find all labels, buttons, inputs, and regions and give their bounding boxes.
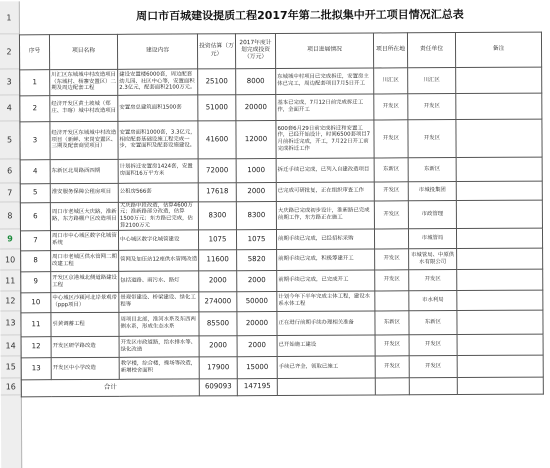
cell-progress: 拆迁手续已完成，已列入自建改造项目	[276, 157, 374, 182]
cell-investment: 41600	[198, 120, 236, 158]
row-number: 13	[0, 311, 20, 335]
cell-investment: 51000	[198, 94, 236, 120]
cell-content: 计划拆迁安置房1424套，安置房面积16万平方米	[118, 158, 198, 182]
total-empty	[375, 377, 409, 394]
cell-investment-2017: 1000	[236, 158, 276, 182]
cell-seq: 9	[21, 271, 51, 292]
cell-owner: 市城管局	[408, 228, 456, 248]
cell-investment-2017: 1075	[236, 229, 276, 249]
row-number: 6	[0, 159, 20, 183]
cell-owner: 市城管局、中原供水有限公司	[409, 248, 457, 269]
cell-investment-2017: 2000	[237, 335, 277, 356]
cell-owner: 市水利局	[409, 290, 457, 310]
cell-content: 教学楼，综合楼，操场等改造，新增校舍面积	[119, 356, 199, 378]
cell-progress: 前期手续已完成，已经招标采购	[276, 228, 374, 249]
cell-location: 开发区	[374, 200, 408, 228]
cell-note	[457, 310, 543, 334]
cell-owner: 市政管理	[408, 200, 456, 228]
cell-progress: 已开始施工建设	[277, 334, 375, 356]
cell-location: 川汇区	[374, 67, 408, 93]
cell-project-name: 东新区北周路西四期	[50, 159, 118, 183]
cell-content: 中心城区数字化城管建设	[118, 229, 198, 249]
cell-location: 开发区	[374, 119, 408, 157]
cell-location: 开发区	[374, 181, 408, 200]
cell-seq: 7	[20, 230, 50, 250]
cell-investment-2017: 20000	[236, 94, 276, 120]
row-number: 10	[0, 249, 20, 270]
cell-seq: 3	[20, 121, 50, 159]
cell-content: 安置房总建筑面积1500套	[118, 94, 198, 120]
total-empty	[457, 377, 543, 394]
cell-location: 东新区	[375, 310, 409, 334]
cell-investment: 2000	[199, 270, 237, 291]
cell-project-name: 开发区研学路改造	[51, 336, 119, 357]
cell-seq: 4	[20, 159, 50, 183]
cell-progress: 前期手续已完成，已完成开工	[277, 269, 375, 291]
column-header-progress: 项目进展情况	[275, 32, 373, 68]
row-number: 11	[0, 270, 20, 291]
cell-investment: 25100	[198, 68, 236, 94]
row-number: 9	[0, 229, 20, 249]
cell-note	[457, 248, 543, 269]
cell-content: 安置房面积1000套，3.3亿元，相应配套基础设施工程完成一步，安置面积及配套设施建设。	[118, 120, 198, 158]
cell-location: 东新区	[374, 157, 408, 181]
cell-progress: 东城城中村项目已完成拆迁，安置房主体已完工，周边配套项目7月5日开工	[276, 67, 374, 94]
cell-location	[374, 228, 408, 248]
cell-owner: 东新区	[408, 157, 456, 181]
cell-note	[456, 67, 542, 93]
total-investment: 609093	[199, 378, 237, 395]
cell-investment-2017: 8000	[236, 68, 276, 94]
column-header-seq: 序号	[19, 34, 49, 69]
cell-project-name: 周口市中心城区数字化城管系统	[50, 230, 118, 250]
cell-progress: 大庆路已完成初步设计，淮新路已完成前期工作，东方路正在施工	[276, 200, 374, 229]
cell-content: 大庆路中段改造，估算4600万元；淮新路部分改造，估算1500万元；东方路已完成，估算2100万元	[118, 201, 198, 229]
row-number: 14	[1, 335, 21, 356]
total-empty	[409, 377, 457, 394]
cell-investment-2017: 2000	[237, 270, 277, 291]
cell-owner: 开发区	[409, 355, 457, 377]
cell-investment-2017: 2000	[236, 182, 276, 201]
cell-owner: 开发区	[408, 93, 456, 119]
cell-project-name: 淮安服务保障公租房项目	[50, 183, 118, 202]
table-row	[21, 334, 543, 358]
total-label: 合计	[21, 378, 199, 396]
row-number: 5	[0, 121, 20, 159]
cell-investment-2017: 50000	[237, 291, 277, 311]
cell-project-name: 开发区中小学改造	[51, 357, 119, 379]
row-number: 1	[0, 1, 19, 34]
row-number: 8	[0, 202, 20, 229]
total-empty	[277, 377, 375, 395]
column-header-content: 建设内容	[117, 33, 197, 68]
header-row	[19, 32, 541, 70]
table-row	[21, 310, 543, 337]
cell-note	[456, 93, 542, 119]
cell-seq: 11	[21, 312, 51, 336]
cell-owner: 开发区	[409, 334, 457, 355]
cell-investment: 85500	[199, 311, 237, 335]
row-number: 12	[0, 291, 20, 311]
cell-investment: 274000	[199, 291, 237, 311]
total-row	[21, 377, 543, 397]
cell-location: 开发区	[375, 269, 409, 290]
cell-progress: 已完成可研批复，正在组织审查工作	[276, 181, 374, 201]
row-number: 3	[0, 69, 19, 95]
cell-seq: 5	[20, 183, 50, 202]
cell-seq: 1	[20, 69, 50, 95]
table-row	[21, 269, 543, 293]
cell-note	[456, 119, 542, 157]
sheet-title: 周口市百城建设提质工程2017年第二批拟集中开工项目情况汇总表	[136, 8, 464, 24]
cell-content: 公租房566套	[118, 182, 198, 201]
column-header-invest2017: 2017年度计划完成投资（万元）	[235, 33, 275, 68]
cell-content: 景观带建设、桥梁建设、绿化工程等	[119, 291, 199, 311]
cell-note	[456, 157, 542, 181]
project-summary-table	[19, 0, 544, 397]
row-number: 7	[0, 183, 20, 202]
cell-progress: 前期手续已完成，积极筹建开工	[277, 248, 375, 270]
cell-seq: 10	[21, 292, 51, 312]
cell-project-name: 周口市老城区大庆路，淮新路，东方路棚户区改造项目	[50, 202, 118, 230]
cell-project-name: 周口市老城区供水管网二期改建工程	[51, 250, 119, 271]
cell-content: 管网及加压站12座供水管网改造	[119, 249, 199, 270]
column-header-name: 项目名称	[49, 34, 117, 69]
title-row	[19, 0, 541, 34]
column-header-note: 备注	[455, 32, 541, 67]
cell-note	[456, 200, 542, 228]
table-row	[20, 67, 542, 96]
cell-owner: 市城投集团	[408, 181, 456, 200]
cell-note	[457, 269, 543, 290]
cell-project-name: 引黄调蓄工程	[51, 312, 119, 336]
cell-investment: 17618	[198, 182, 236, 201]
table-row	[20, 93, 542, 122]
cell-project-name: 川汇区东城城中村改造项目（东城村、杨寨安置区）二期及周边配套工程	[50, 69, 118, 95]
cell-progress: 计划今年下半年完成主体工程，建设水系水体工程	[277, 290, 375, 311]
cell-investment: 72000	[198, 158, 236, 182]
cell-location: 开发区	[374, 93, 408, 119]
cell-project-name: 经济开发区东城城中村改造项目（新鲜、宋岗安置区、三期及配套商贸项目）	[50, 121, 118, 159]
cell-owner: 开发区	[408, 119, 456, 157]
cell-progress: 基本已完成，7月12日前完成拆迁工作，全面开工	[276, 93, 374, 120]
cell-seq: 8	[21, 250, 51, 271]
total-investment-2017: 147195	[237, 378, 277, 395]
cell-investment-2017: 12000	[236, 120, 276, 158]
table-row	[20, 200, 542, 231]
table-row	[20, 119, 542, 160]
row-number: 16	[1, 378, 21, 395]
cell-note	[456, 228, 542, 248]
cell-content: 周项目北部，淮河水系及东西两侧水系，形成生态水系	[119, 311, 199, 335]
cell-location: 开发区	[375, 355, 409, 377]
table-row	[21, 290, 543, 313]
cell-note	[457, 334, 543, 355]
row-number: 4	[0, 95, 19, 121]
cell-investment-2017: 8300	[236, 201, 276, 229]
cell-owner: 开发区	[409, 269, 457, 290]
cell-investment: 17900	[199, 356, 237, 378]
cell-progress: 正在进行前期手续办理相关准备	[277, 310, 375, 335]
cell-seq: 6	[20, 202, 50, 230]
cell-progress: 600套6月29日前完成拆迁和安置工作，已经开始设计，时间6500套项目7月前拆迁完成，开工，7月22日开工前完成拆迁工作	[276, 119, 374, 158]
column-header-location: 项目所在地	[373, 32, 407, 67]
cell-project-name: 中心城区沙颍河北岸景观带（ppp项目）	[51, 292, 119, 312]
cell-progress: 手续已齐全，领取已施工	[277, 355, 375, 378]
cell-content: 包括道路、雨污水、路灯	[119, 270, 199, 291]
cell-project-name: 开发区京港城北侧道路建设工程	[51, 271, 119, 292]
cell-location	[375, 290, 409, 310]
column-header-owner: 责任单位	[407, 32, 455, 67]
cell-project-name: 经济开发区黄土坡城（郑庄、丰喀）城中村改造项目	[50, 95, 118, 121]
column-header-invest: 投资估算（万元）	[197, 33, 235, 68]
row-number: 2	[0, 34, 19, 69]
cell-content: 开发区市政道路，给水排水等、绿化改造	[119, 335, 199, 356]
cell-investment: 1075	[198, 229, 236, 249]
cell-content: 建设安置楼6000套，周边配套幼儿园、社区中心等，安置面积2.3亿元，配套面积2100万元。	[118, 68, 198, 94]
cell-investment-2017: 15000	[237, 356, 277, 378]
cell-location: 开发区	[375, 248, 409, 269]
cell-investment: 2000	[199, 335, 237, 356]
cell-note	[457, 290, 543, 310]
cell-seq: 12	[21, 336, 51, 357]
cell-seq: 2	[20, 95, 50, 121]
row-number: 15	[1, 356, 21, 378]
table-row	[21, 248, 543, 272]
table-row	[20, 228, 542, 251]
cell-investment-2017: 20000	[237, 311, 277, 335]
cell-note	[457, 355, 543, 377]
cell-location: 开发区	[375, 334, 409, 355]
table-row	[21, 355, 543, 380]
cell-seq: 13	[21, 357, 51, 379]
cell-investment: 8300	[198, 201, 236, 229]
cell-investment-2017: 5820	[237, 249, 277, 270]
table-row	[20, 157, 542, 184]
cell-owner: 川汇区	[408, 67, 456, 93]
cell-note	[456, 181, 542, 200]
cell-investment: 11600	[199, 249, 237, 270]
cell-owner: 东新区	[409, 310, 457, 334]
